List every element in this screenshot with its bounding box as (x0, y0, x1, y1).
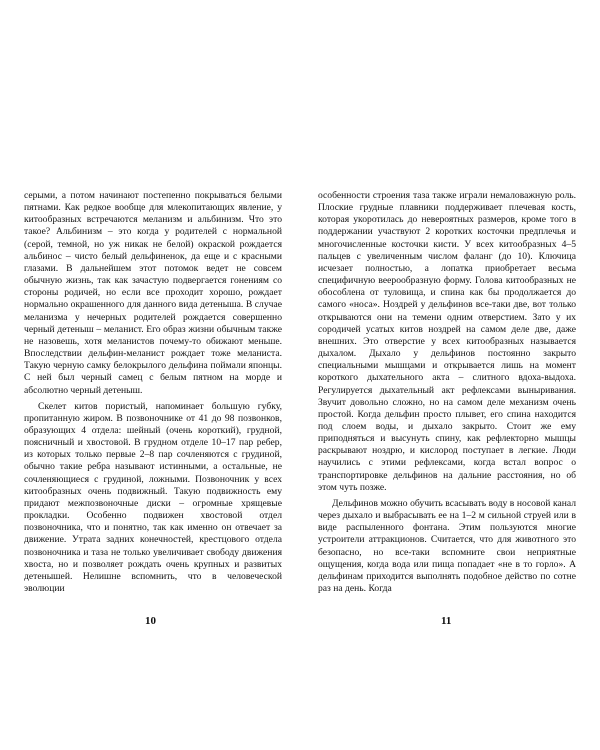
right-paragraph-2: Дельфинов можно обучить всасывать воду в носовой канал через дыхало и выбрасывать ее на 1–2 м сильной струей или в виде распыленного фонтана. Этим пользуются многие устроители аттракционов. Считается, что для животного это безопасно, но все-таки вспомните свои неприятные ощущения, когда вода или пища попадает «не в то горло». А дельфинам приходится выполнять подобное действо по сотне раз на день. Когда (318, 497, 576, 594)
right-page (318, 190, 576, 595)
left-paragraph-1: серыми, а потом начинают постепенно покрываться белыми пятнами. Как редкое вообще для млекопитающих явление, у китообразных встречаются меланизм и альбинизм. Что это такое? Альбинизм – это когда у родителей с нормальной (серой, темной, но уж никак не белой) окраской рождается альбинос – чисто белый дельфиненок, да еще и с красными глазами. В дальнейшем этот потомок ведет не совсем обычную жизнь, так как зачастую подвергается гонениям со стороны родичей, но если все проходит хорошо, рождает нормально окрашенного для данного вида детеныша. В случае меланизма у нечерных родителей рождается совершенно черный детеныш – меланист. Его образ жизни обычным также не назовешь, хотя меланистов почему-то обижают меньше. Впоследствии дельфин-меланист рождает тоже меланиста. Такую черную самку белокрылого дельфина поймали японцы. С ней был черный самец с белым пятном на морде и абсолютно черный детеныш. (24, 190, 282, 396)
left-page (24, 190, 282, 595)
right-paragraph-1: особенности строения таза также играли немаловажную роль. Плоские грудные плавники поддерживает плечевая кость, которая укоротилась до невероятных размеров, кроме того в поддержании участвуют 2 коротких косточки предплечья и многочисленные косточки кисти. У всех китообразных 4–5 пальцев с увеличенным числом фаланг (до 10). Ключица исчезает полностью, а лопатка приобретает весьма специфичную веерообразную форму. Голова китообразных не обособлена от туловища, и спина как бы продолжается до самого «носа». Ноздрей у дельфинов все-таки две, вот только открываются они на темени одним отверстием. Зато у их сородичей усатых китов ноздрей на самом деле две, даже внешних. Это отверстие у всех китообразных называется дыхалом. Дыхало у дельфинов постоянно закрыто специальными мышцами и открывается лишь на момент короткого дыхательного акта – слитного вдоха-выдоха. Регулируется дыхательный акт рефлексами выныривания. Звучит довольно сложно, но на самом деле механизм очень простой. Когда дельфин просто плывет, его спина находится под слоем воды, и дыхало закрыто. Стоит же ему приподняться и высунуть спину, как рефлекторно мышцы раскрывают ноздрю, и кислород поступает в легкие. Люди научились с этими рефлексами, когда встал вопрос о транспортировке дельфинов на дальние расстояния, но об этом чуть позже. (318, 190, 576, 493)
left-paragraph-2: Скелет китов пористый, напоминает большую губку, пропитанную жиром. В позвоночнике от 41 до 98 позвонков, образующих 4 отдела: шейный (очень короткий), грудной, поясничный и хвостовой. В грудном отделе 10–17 пар ребер, из которых только первые 2–8 пар сочленяются с грудиной, обычно такие ребра называют истинными, а остальные, не сочленяющиеся с грудиной, ложными. Позвоночник у всех китообразных очень подвижный. Такую подвижность ему придают межпозвоночные диски – огромные хрящевые прокладки. Особенно подвижен хвостовой отдел позвоночника, что и понятно, так как именно он отвечает за движение. Утрата задних конечностей, крестцового отдела позвоночника и таза не только увеличивает свободу движения хвоста, но и позволяет рождать очень крупных и развитых детенышей. Нелишне вспомнить, что в человеческой эволюции (24, 400, 282, 594)
right-page-number: 11 (441, 615, 452, 627)
left-page-number: 10 (145, 615, 156, 627)
